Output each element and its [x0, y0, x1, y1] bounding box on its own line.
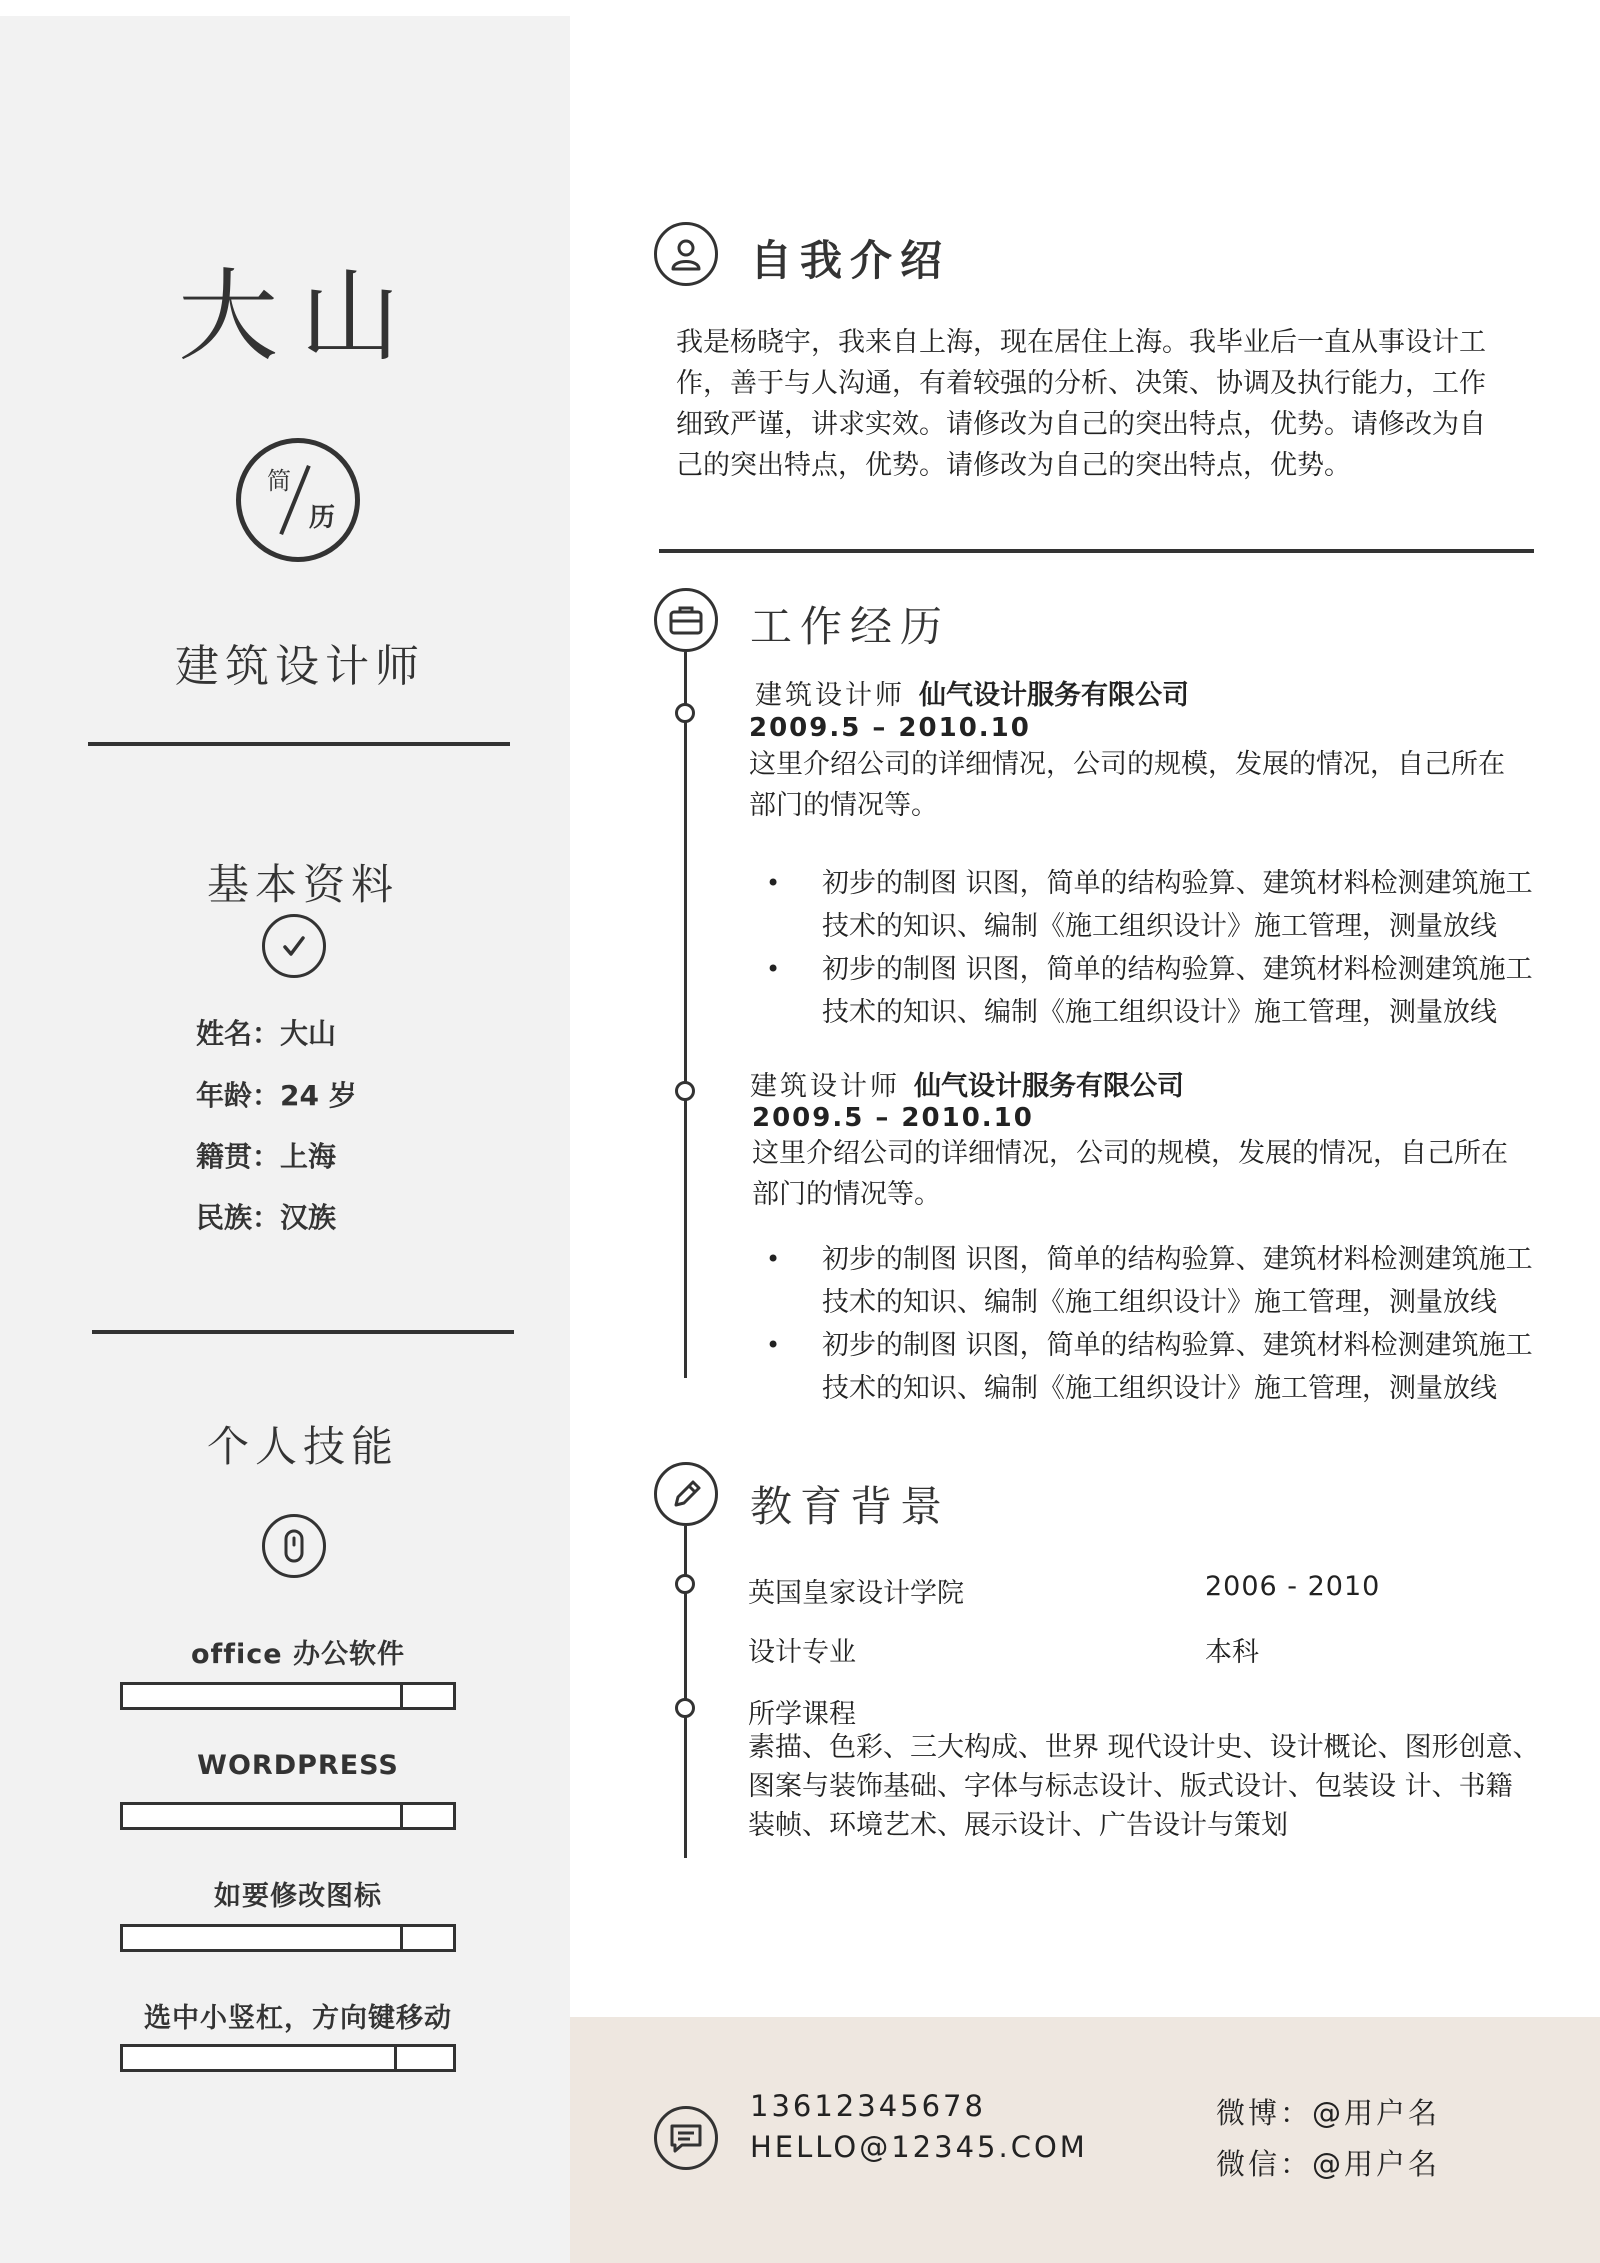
job-header: [750, 1064, 1184, 1103]
skill-level-marker[interactable]: [400, 1805, 403, 1827]
courses-list: [748, 1728, 1568, 1845]
intro-title: 自我介绍: [750, 236, 951, 285]
job-description: [752, 1133, 1552, 1215]
work-timeline: [684, 652, 687, 1378]
job-desc-line: 部门的情况等。: [752, 1179, 941, 1210]
job-desc-line: 这里介绍公司的详细情况，公司的规模，发展的情况，自己所在: [752, 1138, 1508, 1169]
skill-label: 选中小竖杠，方向键移动: [144, 2003, 452, 2034]
intro-line: 我是杨晓宇，我来自上海，现在居住上海。我毕业后一直从事设计工: [676, 327, 1486, 358]
timeline-dot: [675, 1698, 695, 1718]
skill-level-marker[interactable]: [400, 1927, 403, 1949]
skill-level-marker[interactable]: [400, 1685, 403, 1707]
timeline-dot: [675, 703, 695, 723]
skill-label: office 办公软件: [190, 1639, 405, 1670]
contact-phone[interactable]: 13612345678: [750, 2089, 986, 2123]
list-item: • 初步的制图 识图，简单的结构验算、建筑材料检测建筑施工 技术的知识、编制《施工组织设计》施工管理，测量放线: [822, 862, 1562, 948]
list-item: • 初步的制图 识图，简单的结构验算、建筑材料检测建筑施工 技术的知识、编制《施工组织设计》施工管理，测量放线: [822, 1324, 1562, 1410]
check-icon: [262, 914, 326, 978]
info-value: 上海: [280, 1140, 337, 1173]
list-item: • 初步的制图 识图，简单的结构验算、建筑材料检测建筑施工 技术的知识、编制《施工组织设计》施工管理，测量放线: [822, 948, 1562, 1034]
info-row-ethnicity: [196, 1196, 336, 1236]
job-bullets: [822, 862, 1562, 1034]
sidebar-divider: [92, 1330, 514, 1334]
logo-char-top: 简: [267, 467, 291, 495]
timeline-dot: [675, 1574, 695, 1594]
contact-weibo: 微博：@用户名: [1216, 2096, 1441, 2130]
basic-info-heading: 基本资料: [206, 860, 399, 909]
courses-line: 素描、色彩、三大构成、世界 现代设计史、设计概论、图形创意、: [748, 1732, 1540, 1763]
courses-line: 图案与装饰基础、字体与标志设计、版式设计、包装设 计、书籍: [748, 1771, 1513, 1802]
info-value: 汉族: [280, 1201, 337, 1234]
job-position: 建筑设计师: [750, 1071, 900, 1102]
resume-logo: [236, 438, 360, 562]
timeline-dot: [675, 1081, 695, 1101]
skill-bar: [120, 2044, 456, 2072]
degree: 本科: [1205, 1637, 1259, 1668]
message-icon: [654, 2106, 718, 2170]
info-label: 籍贯：: [196, 1140, 281, 1173]
logo-char-bottom: 历: [309, 503, 336, 533]
school-name: 英国皇家设计学院: [748, 1578, 964, 1609]
job-header: [755, 673, 1189, 712]
briefcase-icon: [654, 588, 718, 652]
job-desc-line: 这里介绍公司的详细情况，公司的规模，发展的情况，自己所在: [749, 749, 1505, 780]
info-value: 24 岁: [280, 1079, 357, 1112]
info-value: 大山: [280, 1017, 337, 1050]
job-description: [749, 744, 1549, 826]
intro-line: 细致严谨，讲求实效。请修改为自己的突出特点，优势。请修改为自: [676, 409, 1486, 440]
info-row-age: [196, 1074, 357, 1114]
skill-label: 如要修改图标: [214, 1881, 382, 1912]
job-company: 仙气设计服务有限公司: [914, 1071, 1184, 1102]
intro-line: 作，善于与人沟通，有着较强的分析、决策、协调及执行能力，工作: [676, 368, 1486, 399]
job-company: 仙气设计服务有限公司: [919, 680, 1189, 711]
education-title: 教育背景: [750, 1482, 951, 1531]
job-position: 建筑设计师: [755, 680, 905, 711]
skill-bar: [120, 1924, 456, 1952]
skill-bar: [120, 1682, 456, 1710]
section-divider: [659, 549, 1534, 553]
contact-wechat: 微信：@用户名: [1216, 2147, 1441, 2181]
list-item: • 初步的制图 识图，简单的结构验算、建筑材料检测建筑施工 技术的知识、编制《施工组织设计》施工管理，测量放线: [822, 1238, 1562, 1324]
skill-bar: [120, 1802, 456, 1830]
person-icon: [654, 222, 718, 286]
mouse-icon: [262, 1514, 326, 1578]
sidebar-divider: [88, 742, 510, 746]
info-row-origin: [196, 1135, 336, 1175]
skill-label: WORDPRESS: [197, 1750, 399, 1781]
job-date: 2009.5 – 2010.10: [752, 1103, 1034, 1133]
skills-heading: 个人技能: [206, 1422, 399, 1471]
courses-line: 装帧、环境艺术、展示设计、广告设计与策划: [748, 1810, 1288, 1841]
job-date: 2009.5 – 2010.10: [749, 713, 1031, 743]
info-label: 民族：: [196, 1201, 281, 1234]
major: 设计专业: [748, 1637, 856, 1668]
pencil-icon: [654, 1462, 718, 1526]
job-desc-line: 部门的情况等。: [749, 790, 938, 821]
info-label: 年龄：: [196, 1079, 281, 1112]
school-years: 2006 - 2010: [1205, 1571, 1381, 1602]
skill-level-marker[interactable]: [394, 2047, 397, 2069]
intro-line: 己的突出特点，优势。请修改为自己的突出特点，优势。: [676, 450, 1351, 481]
contact-email[interactable]: HELLO@12345.COM: [750, 2130, 1088, 2164]
candidate-name: 大山: [178, 258, 422, 375]
work-title: 工作经历: [750, 602, 951, 651]
info-label: 姓名：: [196, 1017, 281, 1050]
job-title: 建筑设计师: [175, 641, 425, 692]
info-row-name: [196, 1012, 336, 1052]
intro-text: [676, 322, 1556, 486]
courses-label: 所学课程: [748, 1699, 856, 1730]
job-bullets: [822, 1238, 1562, 1410]
